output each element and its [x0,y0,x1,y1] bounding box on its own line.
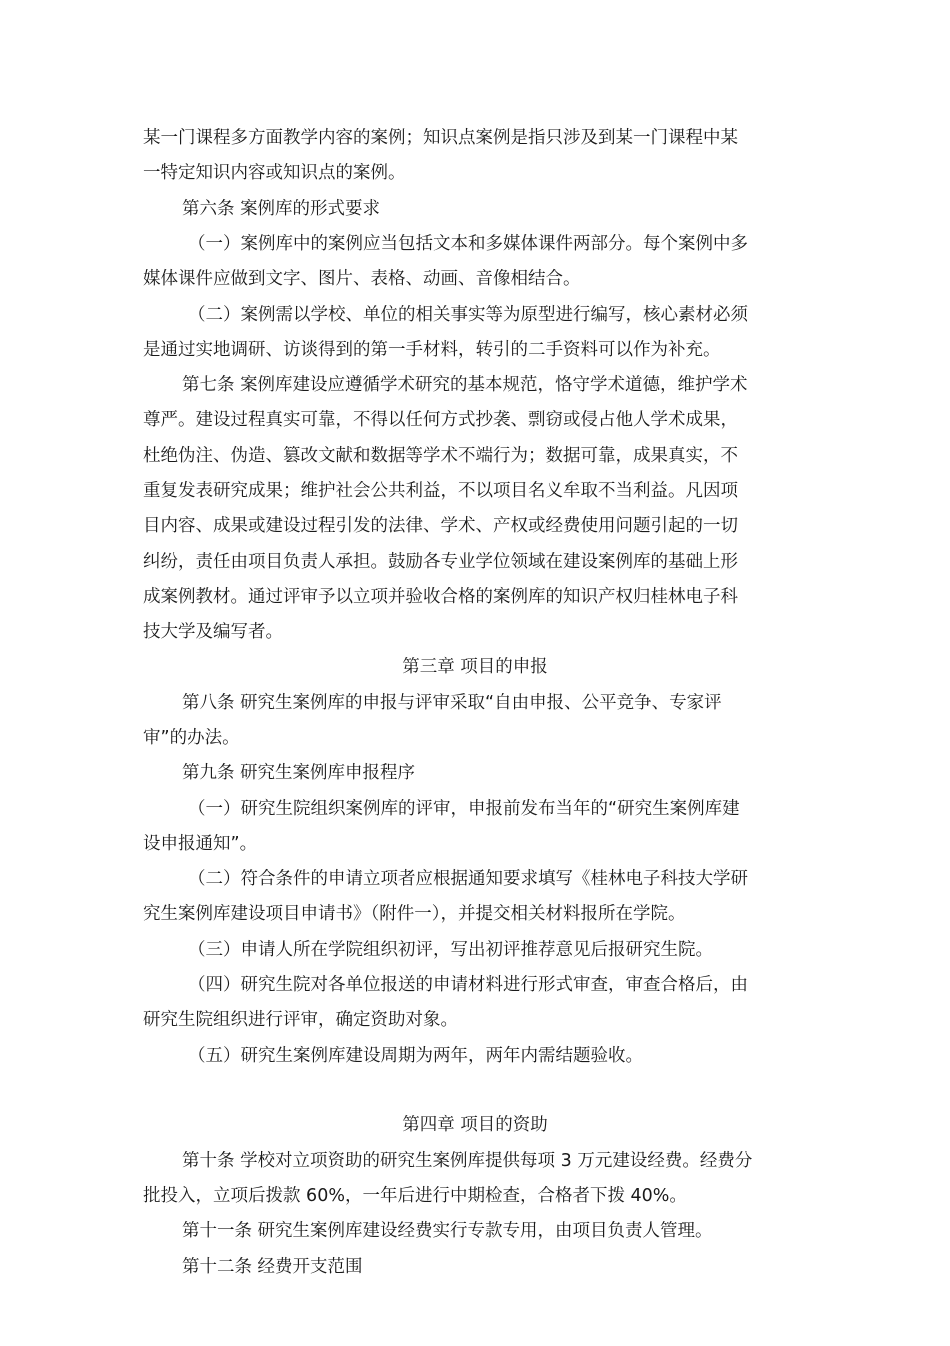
text-line: （一）案例库中的案例应当包括文本和多媒体课件两部分。每个案例中多 [188,234,748,254]
text-line: 究生案例库建设项目申请书》（附件一），并提交相关材料报所在学院。 [143,904,686,924]
article-10-heading: 第十条 学校对立项资助的研究生案例库提供每项 3 万元建设经费。经费分 [182,1151,753,1171]
article-12-heading: 第十二条 经费开支范围 [182,1257,363,1277]
text-line: 媒体课件应做到文字、图片、表格、动画、音像相结合。 [143,269,581,289]
text-line: 研究生院组织进行评审，确定资助对象。 [143,1010,458,1030]
text-line: （二）案例需以学校、单位的相关事实等为原型进行编写，核心素材必须 [188,305,748,325]
text-line: （二）符合条件的申请立项者应根据通知要求填写《桂林电子科技大学研 [188,869,748,889]
text-line: 设申报通知”。 [143,834,258,854]
text-line: 批投入，立项后拨款 60%，一年后进行中期检查，合格者下拨 40%。 [143,1186,687,1206]
text-line: 成案例教材。通过评审予以立项并验收合格的案例库的知识产权归桂林电子科 [143,587,738,607]
article-9-heading: 第九条 研究生案例库申报程序 [182,763,416,783]
article-7-heading: 第七条 案例库建设应遵循学术研究的基本规范，恪守学术道德，维护学术 [182,375,748,395]
text-line: 技大学及编写者。 [143,622,283,642]
chapter-3-title: 第三章 项目的申报 [402,657,548,677]
text-line: 一特定知识内容或知识点的案例。 [143,163,406,183]
article-8-heading: 第八条 研究生案例库的申报与评审采取“自由申报、公平竞争、专家评 [182,693,722,713]
chapter-4-title: 第四章 项目的资助 [402,1115,548,1135]
text-line: 目内容、成果或建设过程引发的法律、学术、产权或经费使用问题引起的一切 [143,516,738,536]
text-line: 是通过实地调研、访谈得到的第一手材料，转引的二手资料可以作为补充。 [143,340,721,360]
text-line: 某一门课程多方面教学内容的案例；知识点案例是指只涉及到某一门课程中某 [143,128,738,148]
text-line: 审”的办法。 [143,728,240,748]
text-line: 杜绝伪注、伪造、篡改文献和数据等学术不端行为；数据可靠，成果真实，不 [143,446,738,466]
text-line: 重复发表研究成果；维护社会公共利益，不以项目名义牟取不当利益。凡因项 [143,481,738,501]
article-6-heading: 第六条 案例库的形式要求 [182,199,381,219]
text-line: （三）申请人所在学院组织初评，写出初评推荐意见后报研究生院。 [188,940,713,960]
text-line: （五）研究生案例库建设周期为两年，两年内需结题验收。 [188,1046,643,1066]
text-line: （四）研究生院对各单位报送的申请材料进行形式审查，审查合格后，由 [188,975,748,995]
article-11-heading: 第十一条 研究生案例库建设经费实行专款专用，由项目负责人管理。 [182,1221,713,1241]
text-line: 纠纷，责任由项目负责人承担。鼓励各专业学位领域在建设案例库的基础上形 [143,552,738,572]
text-line: 尊严。建设过程真实可靠，不得以任何方式抄袭、剽窃或侵占他人学术成果， [143,410,738,430]
text-line: （一）研究生院组织案例库的评审，申报前发布当年的“研究生案例库建 [188,799,740,819]
